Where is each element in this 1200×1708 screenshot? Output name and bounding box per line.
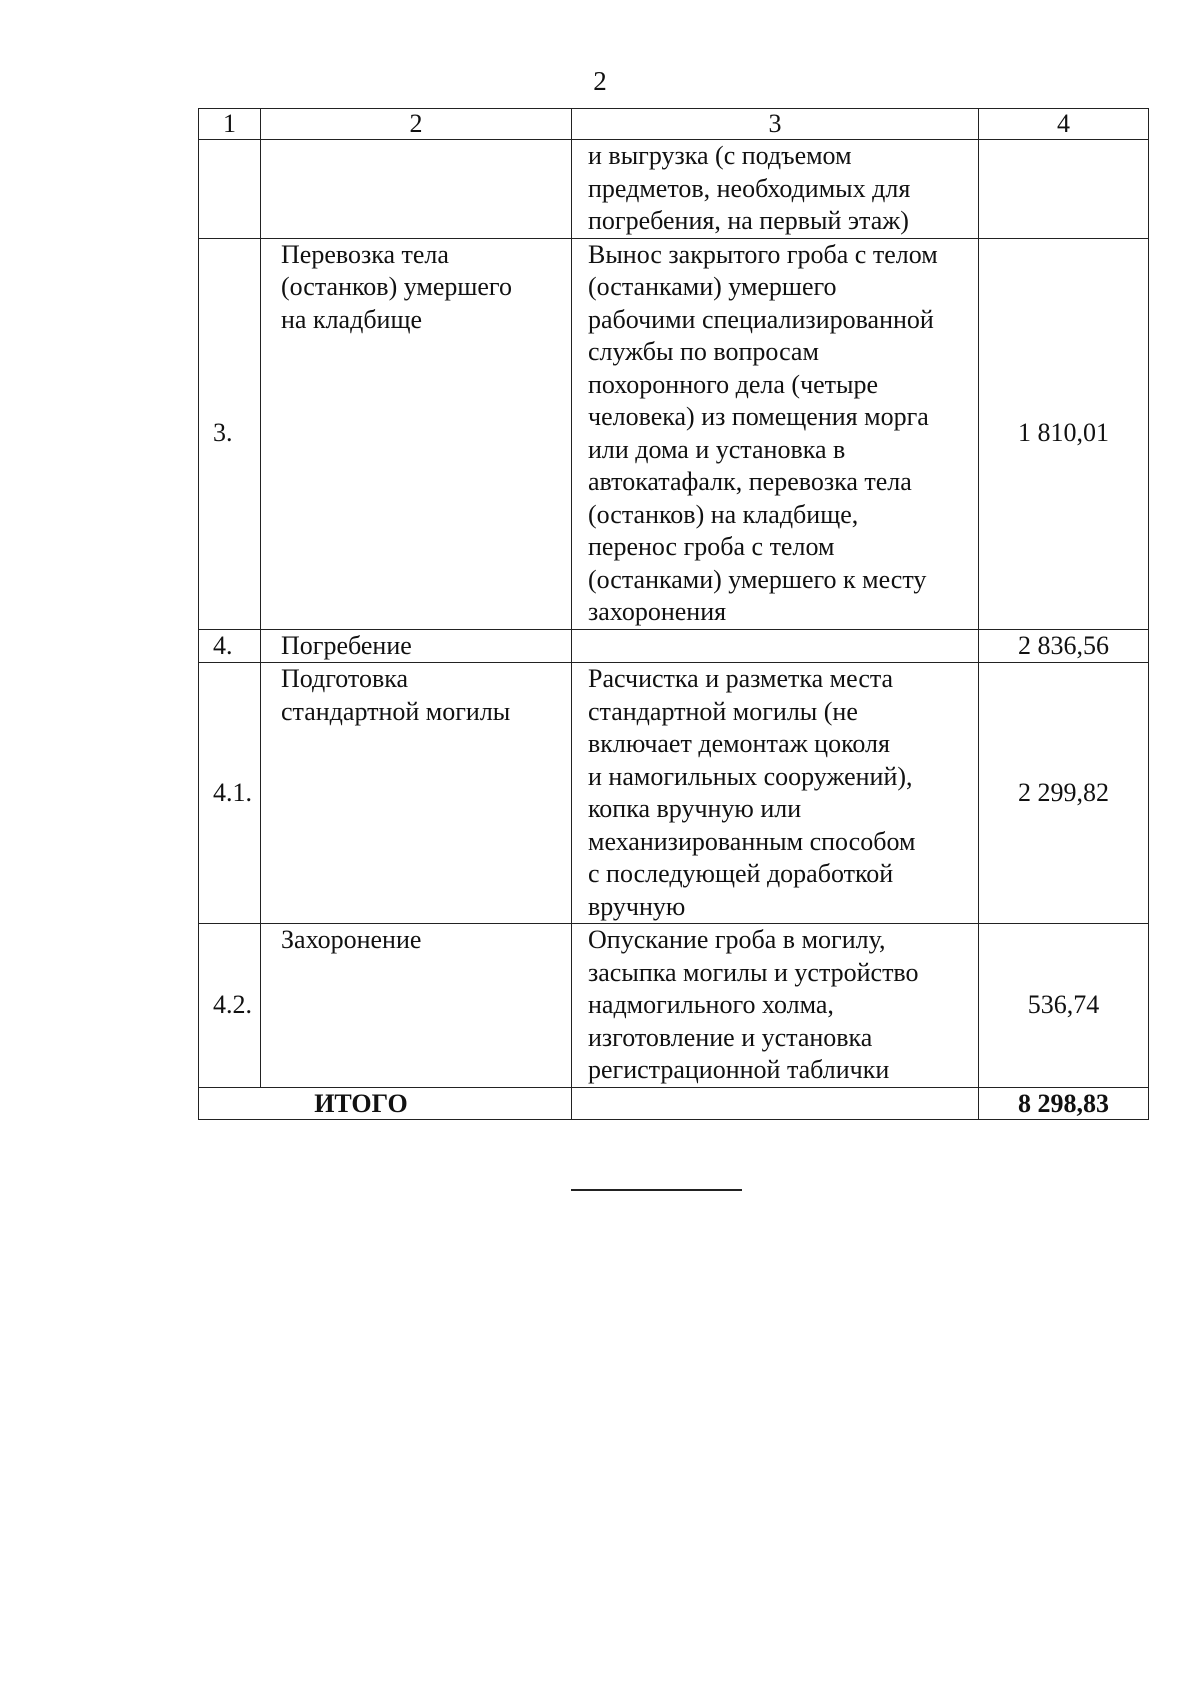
name-line: Подготовка	[281, 664, 409, 693]
description-line: или дома и установка в	[588, 434, 846, 464]
service-description-cell	[572, 629, 979, 663]
price-cell	[979, 140, 1149, 239]
name-line: Захоронение	[281, 925, 422, 954]
column-header-3: 3	[572, 109, 979, 140]
description-line: включает демонтаж цоколя	[588, 729, 890, 758]
service-name-cell	[261, 629, 572, 663]
description-line: предметов, необходимых для	[588, 173, 911, 203]
page-number: 2	[593, 66, 607, 96]
description-line: с последующей доработкой	[588, 859, 894, 888]
service-description-cell	[572, 238, 979, 629]
description-line: Расчистка и разметка места	[588, 664, 894, 693]
price-cell: 2 299,82	[979, 663, 1149, 924]
total-row	[199, 1087, 1149, 1119]
total-description-cell	[572, 1087, 979, 1119]
total-value: 8 298,83	[979, 1087, 1149, 1119]
description-line: и намогильных сооружений),	[588, 761, 913, 791]
table-row	[199, 663, 1149, 924]
description-line: человека) из помещения морга	[588, 402, 929, 431]
name-line: стандартной могилы	[281, 696, 511, 726]
column-header-2: 2	[261, 109, 572, 140]
description-line: похоронного дела (четыре	[588, 369, 879, 399]
end-of-document-rule	[571, 1189, 742, 1191]
service-name-cell	[261, 663, 572, 924]
service-description-cell	[572, 924, 979, 1088]
table-row	[199, 924, 1149, 1088]
name-line: на кладбище	[281, 304, 423, 334]
description-line: перенос гроба с телом	[588, 532, 835, 561]
name-line: (останков) умершего	[281, 272, 512, 301]
name-line: Погребение	[281, 630, 412, 660]
description-line: изготовление и установка	[588, 1022, 873, 1052]
description-line: Опускание гроба в могилу,	[588, 925, 886, 954]
service-name-cell	[261, 238, 572, 629]
description-line: вручную	[588, 891, 686, 921]
row-number-cell	[199, 140, 261, 239]
description-line: погребения, на первый этаж)	[588, 206, 909, 235]
service-description-cell	[572, 663, 979, 924]
row-number-cell: 4.	[199, 629, 261, 663]
table-row	[199, 238, 1149, 629]
service-name-cell	[261, 140, 572, 239]
description-line: автокатафалк, перевозка тела	[588, 467, 912, 496]
description-line: службы по вопросам	[588, 337, 819, 366]
total-label: ИТОГО	[199, 1087, 572, 1119]
description-line: (останками) умершего к месту	[588, 564, 927, 594]
description-line: надмогильного холма,	[588, 990, 834, 1019]
price-cell: 1 810,01	[979, 238, 1149, 629]
description-line: и выгрузка (с подъемом	[588, 141, 852, 170]
table-row-continued	[199, 140, 1149, 239]
table-row	[199, 629, 1149, 663]
service-description-cell	[572, 140, 979, 239]
row-number-cell: 3.	[199, 238, 261, 629]
row-number-cell: 4.2.	[199, 924, 261, 1088]
description-line: регистрационной таблички	[588, 1055, 890, 1084]
description-line: засыпка могилы и устройство	[588, 957, 919, 987]
column-header-1: 1	[199, 109, 261, 140]
price-cell: 2 836,56	[979, 629, 1149, 663]
description-line: стандартной могилы (не	[588, 696, 858, 726]
row-number-cell: 4.1.	[199, 663, 261, 924]
name-line: Перевозка тела	[281, 239, 449, 269]
description-line: захоронения	[588, 597, 727, 626]
price-cell: 536,74	[979, 924, 1149, 1088]
services-price-table	[198, 108, 1149, 1120]
description-line: (останками) умершего	[588, 272, 837, 301]
table-header-row	[199, 109, 1149, 140]
description-line: рабочими специализированной	[588, 304, 934, 334]
description-line: копка вручную или	[588, 794, 802, 823]
column-header-4: 4	[979, 109, 1149, 140]
description-line: (останков) на кладбище,	[588, 499, 859, 529]
description-line: механизированным способом	[588, 826, 916, 856]
description-line: Вынос закрытого гроба с телом	[588, 239, 938, 269]
service-name-cell	[261, 924, 572, 1088]
